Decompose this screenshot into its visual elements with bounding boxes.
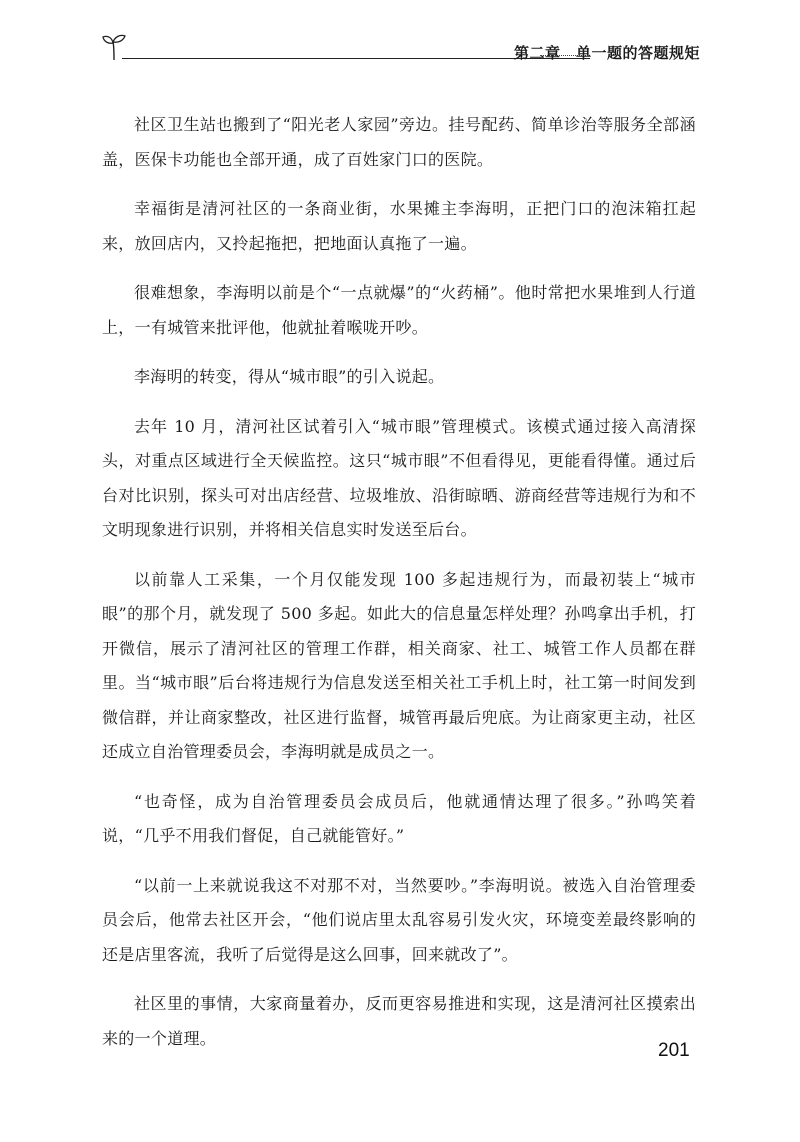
paragraph: 以前靠人工采集，一个月仅能发现 100 多起违规行为，而最初装上“城市眼”的那个月，就发现了 500 多起。如此大的信息量怎样处理？孙鸣拿出手机，打开微信，展示了清河社区的管理工作群，相关商家、社工、城管工作人员都在群里。当“城市眼”后台将违规行为信息发送至相关社工手机上时，社工第一时间发到微信群，并让商家整改，社区进行监督，城管再最后兜底。为让商家更主动，社区还成立自治管理委员会，李海明就是成员之一。 (102, 569, 696, 761)
paragraph: 社区里的事情，大家商量着办，反而更容易推进和实现，这是清河社区摸索出来的一个道理。 (102, 994, 696, 1048)
paragraph: 很难想象，李海明以前是个“一点就爆”的“火药桶”。他时常把水果堆到人行道上，一有城管来批评他，他就扯着喉咙开吵。 (102, 283, 696, 337)
paragraph: 幸福街是清河社区的一条商业街，水果摊主李海明，正把门口的泡沫箱扛起来，放回店内，又拎起拖把，把地面认真拖了一遍。 (102, 199, 696, 253)
paragraph: “以前一上来就说我这不对那不对，当然要吵。”李海明说。被选入自治管理委员会后，他常去社区开会，“他们说店里太乱容易引发火灾，环境变差最终影响的还是店里客流，我听了后觉得是这么回事，回来就改了”。 (102, 875, 696, 964)
paragraph: 李海明的转变，得从“城市眼”的引入说起。 (134, 367, 445, 386)
chapter-title: 第二章 单一题的答题规矩 (513, 44, 700, 62)
body-text (102, 108, 696, 1071)
running-header (100, 28, 700, 68)
paragraph: “也奇怪，成为自治管理委员会成员后，他就通情达理了很多。”孙鸣笑着说，“几乎不用我们督促，自己就能管好。” (102, 791, 696, 845)
paragraph: 社区卫生站也搬到了“阳光老人家园”旁边。挂号配药、简单诊治等服务全部涵盖，医保卡功能也全部开通，成了百姓家门口的医院。 (102, 115, 696, 169)
paragraph: 去年 10 月，清河社区试着引入“城市眼”管理模式。该模式通过接入高清探头，对重点区域进行全天候监控。这只“城市眼”不但看得见，更能看得懂。通过后台对比识别，探头可对出店经营、垃圾堆放、沿街晾晒、游商经营等违规行为和不文明现象进行识别，并将相关信息实时发送至后台。 (102, 416, 696, 539)
page-number: 201 (658, 1040, 690, 1061)
